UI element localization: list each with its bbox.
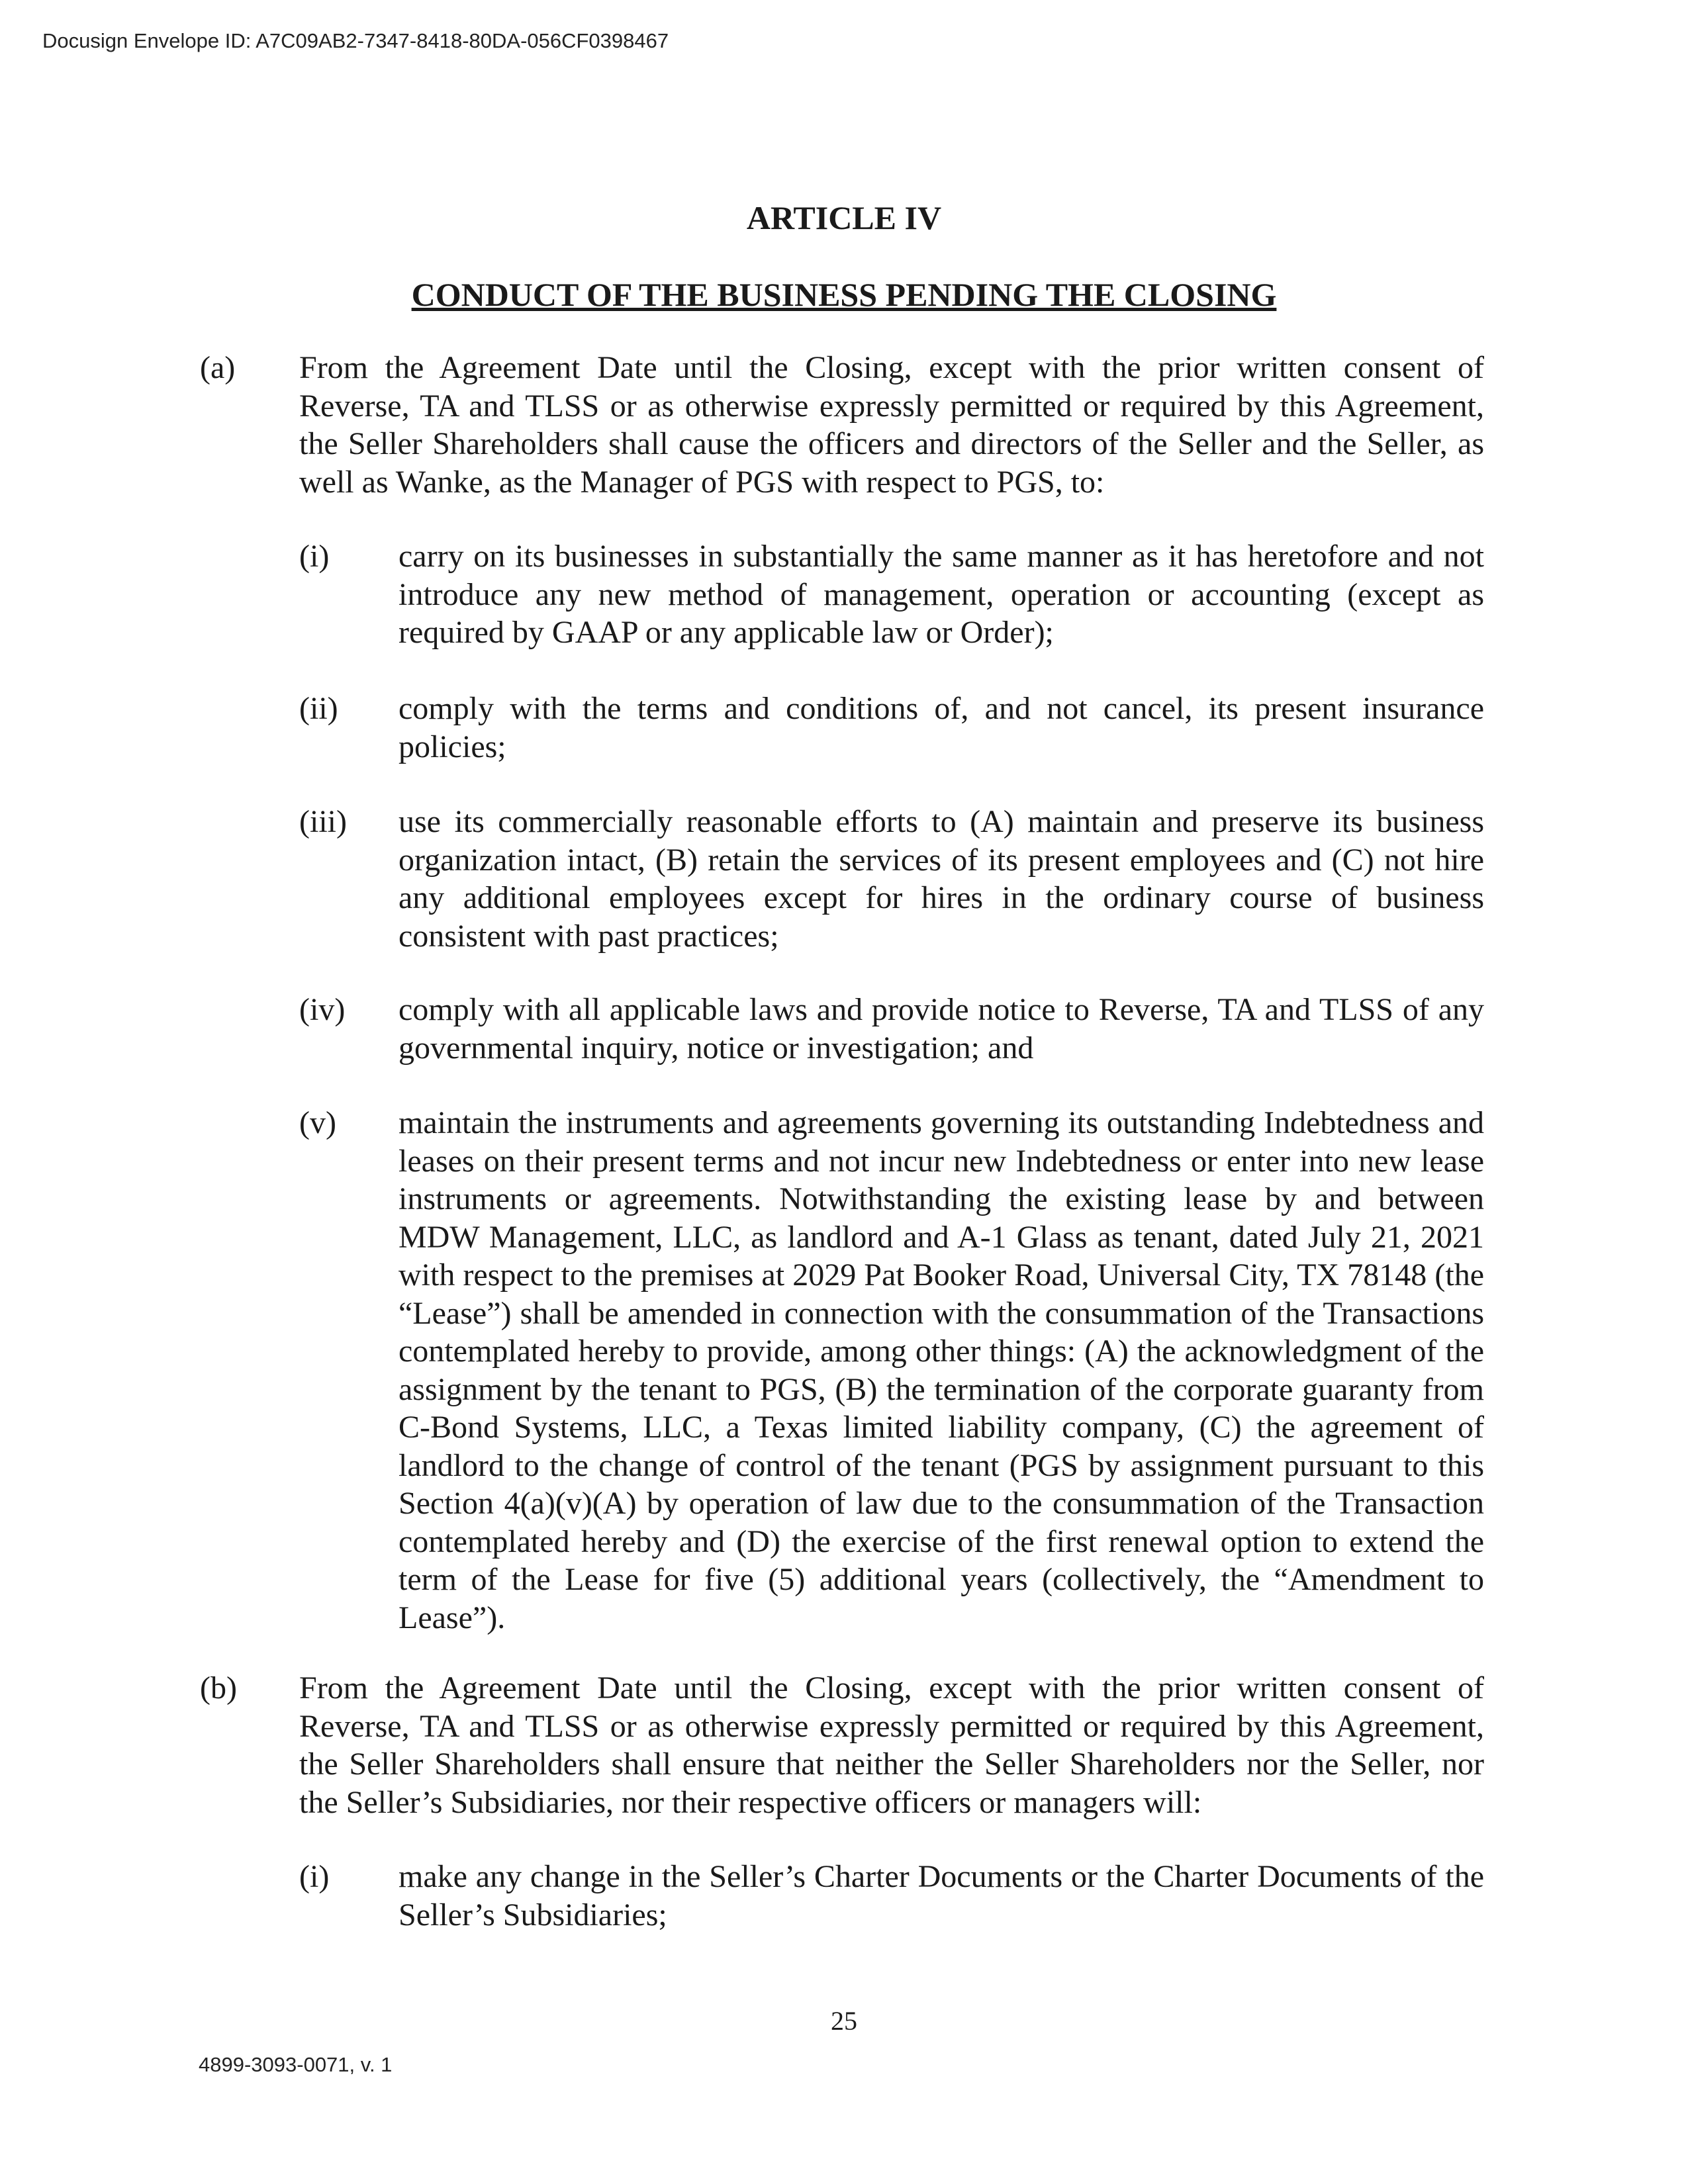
item-a-iii-label: (iii) <box>299 804 347 839</box>
section-b-label: (b) <box>200 1670 237 1706</box>
item-a-v-label: (v) <box>299 1105 336 1140</box>
item-a-iv-text: comply with all applicable laws and provide notice to Reverse, TA and TLSS of any governmental inquiry, notice or investigation; and <box>399 992 1484 1066</box>
article-title: ARTICLE IV <box>746 199 942 236</box>
envelope-id: Docusign Envelope ID: A7C09AB2-7347-8418-80DA-056CF0398467 <box>42 29 669 52</box>
section-a-label: (a) <box>200 350 236 385</box>
item-a-iv-label: (iv) <box>299 992 346 1027</box>
item-b-i-label: (i) <box>299 1859 330 1894</box>
item-a-i-text: carry on its businesses in substantially the same manner as it has heretofore and not introduce any new method of management, operation or accounting (except as required by GAAP or any applicable law or Order); <box>399 539 1484 650</box>
section-a-text: From the Agreement Date until the Closing, except with the prior written consent of Reverse, TA and TLSS or as otherwise expressly permitted or required by this Agreement, the Seller Shareholders shall cause the officers and directors of the Seller and the Seller, as well as Wanke, as the Manager of PGS with respect to PGS, to: <box>299 350 1484 500</box>
item-a-v-text: maintain the instruments and agreements governing its outstanding Indebtedness and leases on their present terms and not incur new Indebtedness or enter into new lease instruments or agreements. Notwithstanding the existing lease by and between MDW Management, LLC, as landlord and A-1 Glass as tenant, dated July 21, 2021 with respect to the premises at 2029 Pat Booker Road, Universal City, TX 78148 (the “Lease”) shall be amended in connection with the consummation of the Transactions contemplated hereby to provide, among other things: (A) the acknowledgment of the assignment by the tenant to PGS, (B) the termination of the corporate guaranty from C-Bond Systems, LLC, a Texas limited liability company, (C) the agreement of landlord to the change of control of the tenant (PGS by assignment pursuant to this Section 4(a)(v)(A) by operation of law due to the consummation of the Transaction contemplated hereby and (D) the exercise of the first renewal option to extend the term of the Lease for five (5) additional years (collectively, the “Amendment to Lease”). <box>399 1105 1484 1635</box>
item-a-ii-label: (ii) <box>299 691 338 726</box>
page-number: 25 <box>831 2006 857 2036</box>
document-id: 4899-3093-0071, v. 1 <box>199 2053 393 2076</box>
item-a-i-label: (i) <box>299 539 330 574</box>
item-a-ii-text: comply with the terms and conditions of, and not cancel, its present insurance policies; <box>399 691 1484 764</box>
article-heading: CONDUCT OF THE BUSINESS PENDING THE CLOSING <box>411 276 1277 313</box>
section-b-text: From the Agreement Date until the Closing, except with the prior written consent of Reverse, TA and TLSS or as otherwise expressly permitted or required by this Agreement, the Seller Shareholders shall ensure that neither the Seller Shareholders nor the Seller, nor the Seller’s Subsidiaries, nor their respective officers or managers will: <box>299 1670 1484 1820</box>
item-b-i-text: make any change in the Seller’s Charter Documents or the Charter Documents of the Seller’s Subsidiaries; <box>399 1859 1484 1933</box>
item-a-iii-text: use its commercially reasonable efforts to (A) maintain and preserve its business organization intact, (B) retain the services of its present employees and (C) not hire any additional employees except for hires in the ordinary course of business consistent with past practices; <box>399 804 1484 954</box>
